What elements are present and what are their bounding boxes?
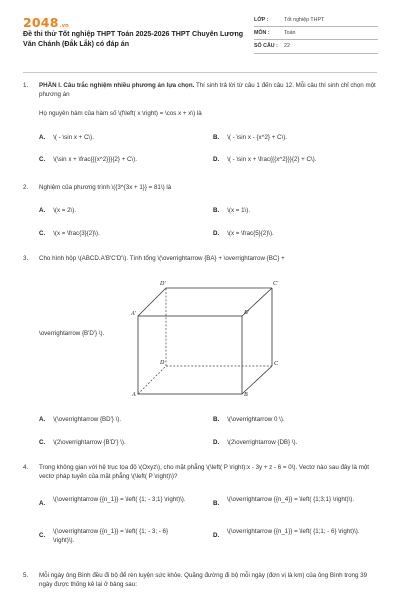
meta-value: 22 — [284, 42, 290, 49]
option-c[interactable] — [39, 439, 126, 448]
option-label: C. — [39, 230, 46, 237]
meta-row-class — [254, 14, 378, 27]
box-figure — [130, 272, 280, 398]
meta-row-subject — [254, 27, 378, 40]
option-label: C. — [39, 156, 46, 163]
vertex-label-a-prime: A' — [131, 311, 136, 317]
vertex-label-c-prime: C' — [273, 281, 279, 287]
option-text: \( - \sin x - {x^2} + C\). — [227, 134, 287, 141]
exam-title: Đề thi thử Tốt nghiệp THPT Toán 2025-2026 THPT Chuyên Lương Văn Chánh (Đắk Lắk) có đáp án — [23, 30, 244, 48]
option-text: \(\overrightarrow {{n_1}} = \left( {1;1; - 6} \right)\). — [227, 528, 360, 535]
option-a[interactable] — [39, 207, 76, 216]
option-d[interactable] — [213, 439, 297, 448]
question-2 — [23, 184, 377, 193]
option-d[interactable] — [213, 528, 363, 537]
option-text: \( - \sin x + \frac{{{x^2}}}{2} + C\). — [227, 156, 317, 163]
question-4 — [23, 464, 377, 482]
meta-key: SỐ CÂU : — [254, 42, 278, 49]
option-text: \(\overrightarrow {BD'} \). — [53, 416, 122, 423]
option-label: D. — [213, 439, 220, 446]
question-text: Họ nguyên hàm của hàm số \(f\left( x \right) = \cos x + x\) là — [39, 110, 202, 117]
option-text: \(\overrightarrow {{n_1}} = \left( {1; - 3; - 6} \right)\). — [53, 528, 169, 544]
document-header — [0, 0, 400, 66]
option-text: \(x = 1\). — [227, 207, 251, 214]
hidden-edge — [138, 366, 166, 394]
vertex-label-d-prime: D' — [160, 281, 166, 287]
option-text: \(2\overrightarrow {B'D'} \). — [53, 439, 126, 446]
option-label: C. — [39, 532, 46, 539]
part-label: PHẦN I. Câu trắc nghiệm nhiều phương án lựa chọn. — [39, 82, 195, 89]
question-3 — [23, 255, 377, 264]
meta-row-count — [254, 40, 378, 53]
question-number: 2. — [23, 184, 29, 191]
option-label: B. — [213, 500, 220, 507]
option-c[interactable] — [39, 528, 189, 546]
option-text: \(2\overrightarrow {DB} \). — [227, 439, 298, 446]
vertex-label-d: D — [160, 360, 165, 366]
option-text: \(\overrightarrow {{n_4}} = \left( {1;3;1} \right)\). — [227, 496, 355, 503]
vertex-label-b: B — [244, 392, 248, 398]
edge — [138, 288, 166, 316]
question-text-continued: \overrightarrow {B'D'} \). — [39, 330, 105, 337]
question-text: Nghiệm của phương trình \({3^{3x + 1}} = 81\) là — [39, 184, 172, 191]
part-intro — [23, 82, 377, 100]
option-a[interactable] — [39, 496, 189, 505]
logo-text: 2048 — [23, 15, 59, 30]
option-a[interactable] — [39, 134, 94, 143]
exam-meta — [254, 14, 378, 54]
meta-value: Tốt nghiệp THPT — [284, 16, 325, 23]
part-text: Thí sinh trả lời từ câu 1 đến câu 12. Mỗi câu thí sinh chỉ chọn một phương án — [39, 82, 376, 98]
question-text: Cho hình hộp \(ABCD.A'B'C'D'\). Tính tổng \(\overrightarrow {BA} + \overrightarrow {BC} + — [39, 255, 285, 262]
option-text: \(\overrightarrow {{n_1}} = \left( {1; - 3;1} \right)\). — [53, 496, 186, 503]
question-5 — [23, 572, 377, 590]
option-text: \(\overrightarrow 0 \). — [227, 416, 285, 423]
option-label: D. — [213, 230, 220, 237]
vertex-label-c: C — [274, 361, 279, 367]
option-label: A. — [39, 500, 46, 507]
meta-value: Toán — [284, 29, 296, 36]
option-label: B. — [213, 416, 220, 423]
option-c[interactable] — [39, 156, 137, 165]
option-label: A. — [39, 416, 46, 423]
option-text: \(x = 2\). — [53, 207, 77, 214]
option-d[interactable] — [213, 156, 316, 165]
question-number: 1. — [23, 82, 29, 89]
question-number: 3. — [23, 255, 29, 262]
question-text: Trong không gian với hệ trục tọa độ \(Oxyz\), cho mặt phẳng \(\left( P \right):x - 3y + z - 6 = 0\). Vectơ nào sau đây là một vectơ pháp tuyến của mặt phẳng \(\left( P \right)\)? — [39, 464, 370, 480]
option-d[interactable] — [213, 230, 274, 239]
option-b[interactable] — [213, 496, 363, 505]
option-label: A. — [39, 134, 46, 141]
option-text: \(x = \frac{5}{2}\). — [227, 230, 274, 237]
meta-key: LỚP : — [254, 16, 269, 23]
option-b[interactable] — [213, 134, 287, 143]
question-number: 5. — [23, 572, 29, 579]
vertex-label-a: A — [132, 392, 136, 398]
option-label: C. — [39, 439, 46, 446]
meta-key: MÔN : — [254, 29, 270, 36]
question-1 — [23, 110, 377, 119]
option-text: \(x = \frac{3}{2}\). — [53, 230, 100, 237]
option-c[interactable] — [39, 230, 100, 239]
edge — [242, 366, 272, 394]
part-instruction — [39, 82, 377, 100]
question-text: Mỗi ngày ông Bình đều đi bộ để rèn luyện sức khỏe. Quãng đường đi bộ mỗi ngày (đơn vị là km) của ông Bình trong 39 ngày được thống kê lại ở bảng sau: — [39, 572, 368, 588]
logo-suffix: .vn — [59, 23, 69, 29]
option-b[interactable] — [213, 207, 250, 216]
option-text: \(\sin x + \frac{{{x^2}}}{2} + C\). — [53, 156, 137, 163]
option-text: \( - \sin x + C\). — [53, 134, 94, 141]
question-number: 4. — [23, 464, 29, 471]
option-a[interactable] — [39, 416, 121, 425]
option-label: B. — [213, 134, 220, 141]
header-divider — [23, 72, 377, 73]
option-label: D. — [213, 156, 220, 163]
option-label: A. — [39, 207, 46, 214]
front-face — [138, 316, 242, 394]
option-label: D. — [213, 532, 220, 539]
vertex-label-b-prime: B' — [244, 310, 249, 316]
option-label: B. — [213, 207, 220, 214]
option-b[interactable] — [213, 416, 285, 425]
